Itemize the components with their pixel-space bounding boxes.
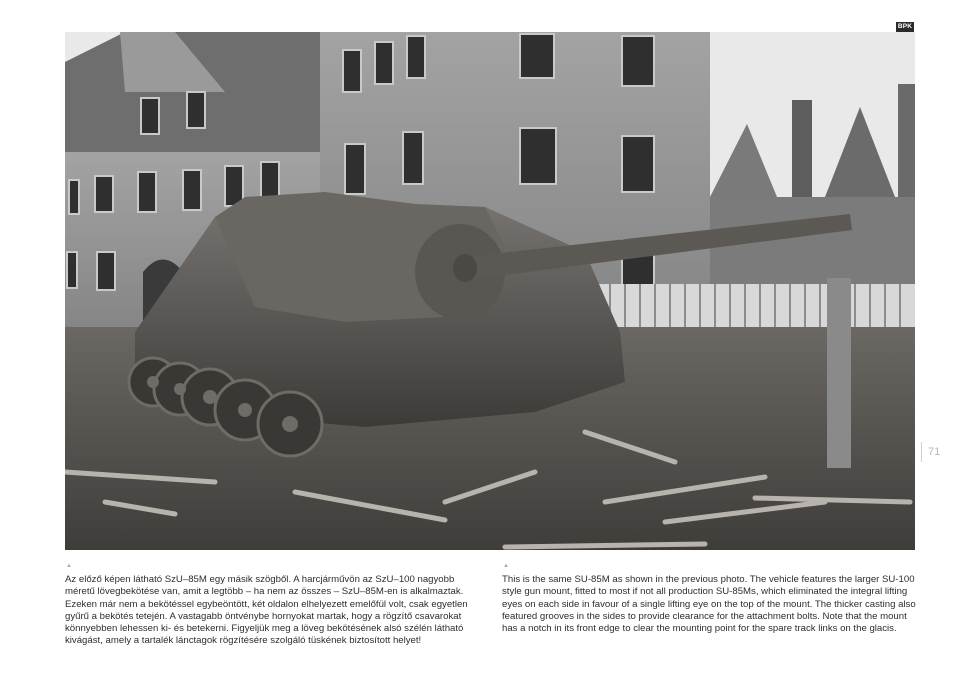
page-number: 71 [928,446,941,458]
page-number-divider [921,442,922,462]
caption-english: This is the same SU-85M as shown in the previous photo. The vehicle features the larger SU-100 style gun mount, fitted to most if not all production SU-85Ms, which eliminated the integral lifting eyes on each side in favour of a single lifting eye on the top of the mount. The thicker casting also featured grooves in the sides to provide clearance for the attachment bolts. Note that the mount has a notch in its front edge to clear the mounting point for the spare track links on the glacis. [502,574,916,635]
caption-marker-english: ▲ [503,563,509,569]
tank-photo-illustration [65,32,915,550]
tank-photograph [65,32,915,550]
caption-marker-hungarian: ▲ [66,563,72,569]
photo-credit-badge: BPK [897,23,913,30]
caption-hungarian: Az előző képen látható SzU–85M egy másik szögből. A harcjárművön az SzU–100 nagyobb méretű lövegbekötése van, amit a legtöbb – ha nem az összes – SzU–85M-en is alkalmaztak. Ezeken már nem a bekötéssel egybeöntött, két oldalon elhelyezett emelőfül volt, csak egyetlen gyűrű a bekötés tetején. A vastagabb öntvénybe hornyokat martak, hogy a rögzítő csavarokat könnyebben lehessen ki- és betekerni. Figyeljük meg a löveg bekötésének alsó szélén látható kivágást, amely a tartalék lánctagok rögzítésére szolgáló tüskének biztosított helyet! [65,574,468,647]
